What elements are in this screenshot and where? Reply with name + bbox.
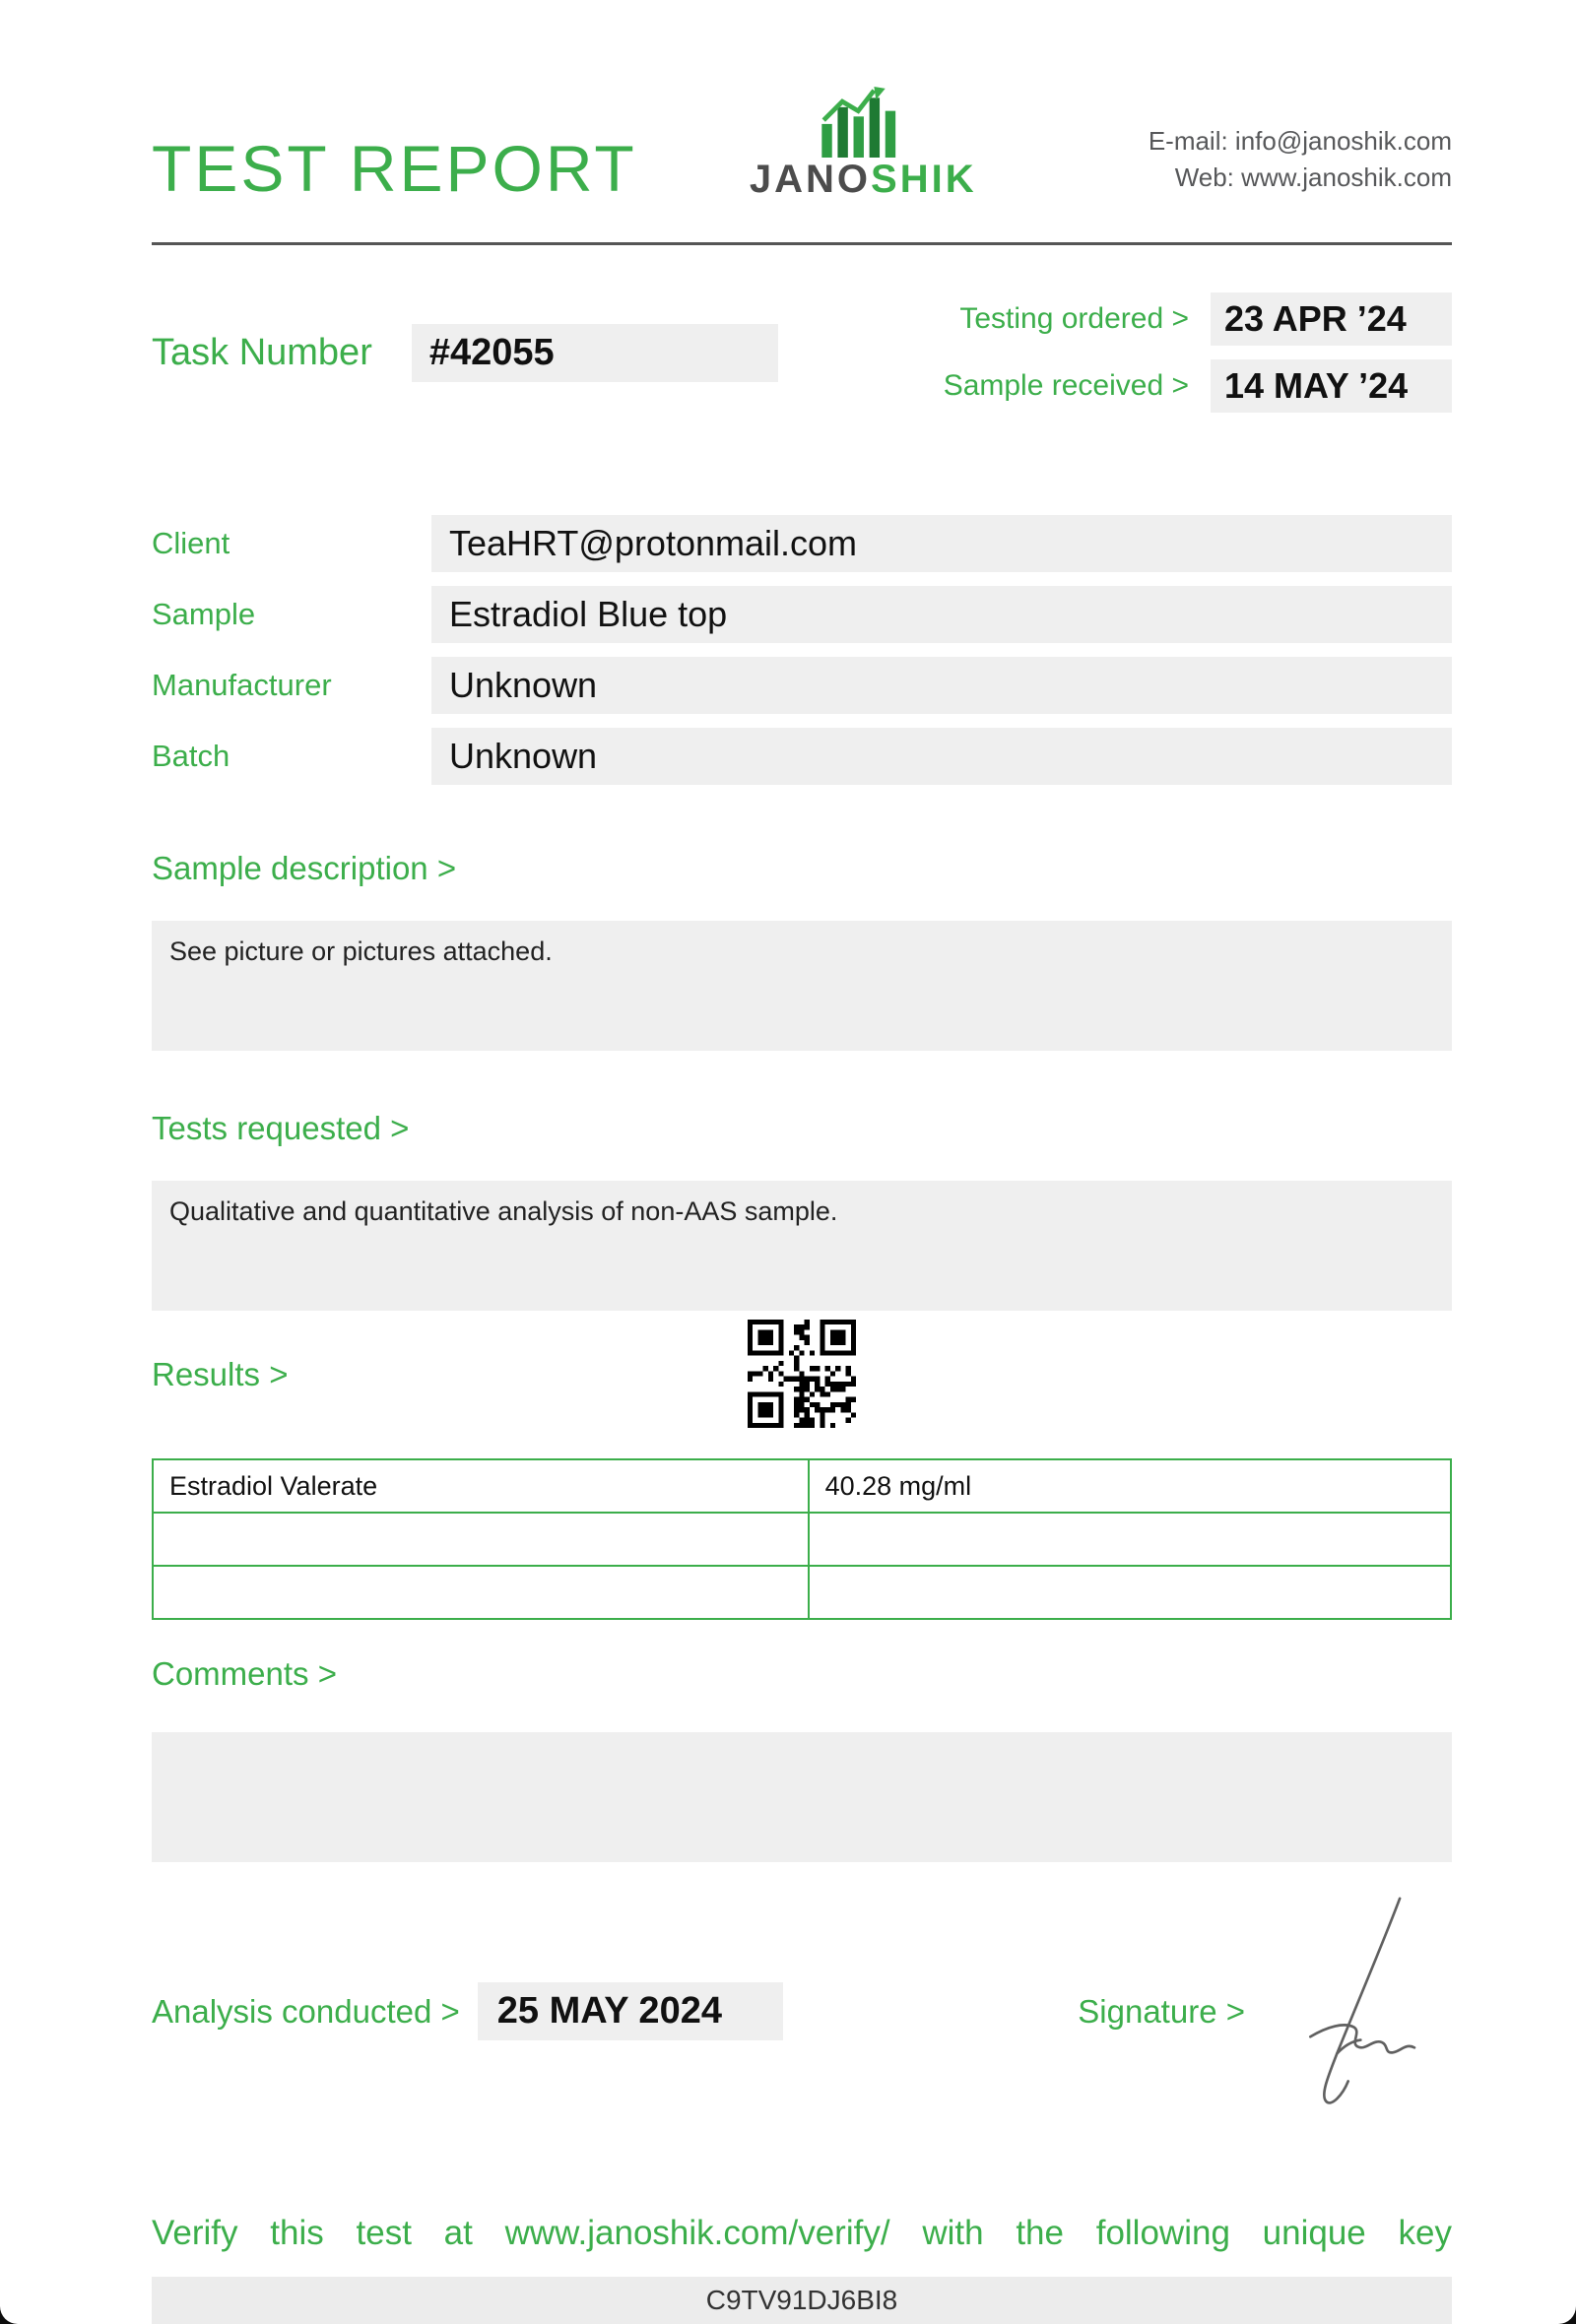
task-number-value: #42055 — [412, 324, 778, 382]
sample-label: Sample — [152, 597, 256, 631]
sample-received-label: Sample received > — [943, 369, 1189, 402]
result-value — [809, 1566, 1451, 1619]
verify-instruction: Verify this test at www.janoshik.com/verify/ with the following unique key — [152, 2214, 1452, 2252]
detail-row-manufacturer — [152, 657, 1452, 714]
analysis-group — [152, 1982, 783, 2040]
qr-code — [748, 1320, 856, 1428]
logo-part-shik: SHIK — [871, 158, 977, 201]
comments-heading: Comments > — [152, 1655, 337, 1692]
task-meta-row — [152, 292, 1452, 413]
janoshik-logo — [750, 87, 977, 201]
comments-section — [152, 1655, 1452, 1862]
sample-description-text: See picture or pictures attached. — [152, 921, 1452, 1051]
result-name — [153, 1566, 809, 1619]
results-heading: Results > — [152, 1356, 289, 1392]
analysis-signature-row — [152, 1982, 1452, 2040]
signature-image — [1259, 1880, 1460, 2129]
tests-requested-text: Qualitative and quantitative analysis of non-AAS sample. — [152, 1181, 1452, 1311]
task-number-label: Task Number — [152, 331, 372, 373]
tests-requested-section — [152, 1110, 1452, 1311]
sample-description-heading: Sample description > — [152, 850, 457, 886]
detail-row-client — [152, 515, 1452, 572]
client-value: TeaHRT@protonmail.com — [431, 515, 1452, 572]
contact-web: Web: www.janoshik.com — [1174, 162, 1452, 193]
analysis-date-value: 25 MAY 2024 — [478, 1982, 783, 2040]
table-row — [153, 1566, 1451, 1619]
logo-part-jano: JANO — [749, 158, 872, 201]
table-row — [153, 1459, 1451, 1513]
result-name: Estradiol Valerate — [153, 1459, 809, 1513]
testing-ordered-value: 23 APR ’24 — [1211, 292, 1452, 346]
verify-key-box — [152, 2277, 1452, 2324]
header-divider — [152, 242, 1452, 245]
detail-row-sample — [152, 586, 1452, 643]
analysis-conducted-label: Analysis conducted > — [152, 1992, 460, 2030]
contact-info — [1149, 123, 1452, 201]
result-value — [809, 1513, 1451, 1566]
results-table — [152, 1458, 1452, 1620]
report-header — [152, 0, 1452, 205]
signature-label: Signature > — [1078, 1992, 1245, 2030]
sample-received-value: 14 MAY ’24 — [1211, 359, 1452, 413]
sample-value: Estradiol Blue top — [431, 586, 1452, 643]
manufacturer-label: Manufacturer — [152, 668, 332, 702]
client-label: Client — [152, 526, 230, 560]
result-name — [153, 1513, 809, 1566]
result-value: 40.28 mg/ml — [809, 1459, 1451, 1513]
comments-text — [152, 1732, 1452, 1862]
sample-details — [152, 515, 1452, 785]
chart-bars-icon — [816, 87, 910, 158]
table-row — [153, 1513, 1451, 1566]
contact-email: E-mail: info@janoshik.com — [1148, 125, 1452, 156]
testing-ordered-row — [944, 292, 1452, 346]
verify-key: C9TV91DJ6BI8 — [705, 2285, 898, 2315]
testing-ordered-label: Testing ordered > — [959, 302, 1189, 335]
sample-description-section — [152, 850, 1452, 1051]
detail-row-batch — [152, 728, 1452, 785]
batch-label: Batch — [152, 739, 230, 773]
tests-requested-heading: Tests requested > — [152, 1110, 410, 1146]
batch-value: Unknown — [431, 728, 1452, 785]
page-title: TEST REPORT — [152, 132, 637, 205]
task-number-group — [152, 292, 778, 413]
manufacturer-value: Unknown — [431, 657, 1452, 714]
dates-group — [944, 292, 1452, 413]
logo-wordmark — [750, 158, 977, 201]
sample-received-row — [944, 359, 1452, 413]
